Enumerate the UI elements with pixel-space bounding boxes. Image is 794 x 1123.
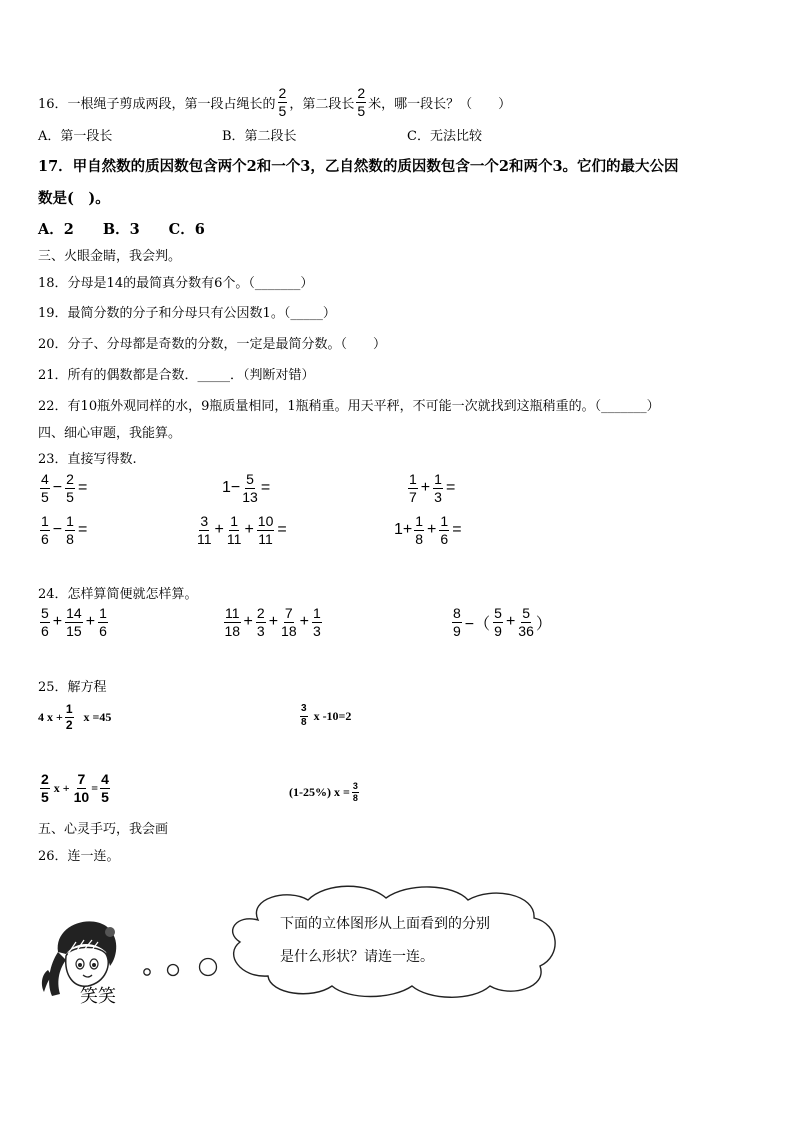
section-3-heading: 三、火眼金睛，我会判。 bbox=[38, 249, 182, 264]
q23-title: 23．直接写得数. bbox=[38, 452, 137, 467]
q16-fraction-2: $\frac{2}{5}$ bbox=[357, 85, 366, 119]
character-name-label: 笑笑 bbox=[80, 986, 116, 1007]
q23-expression-2: 1− $\frac{5}{13}$ = bbox=[222, 471, 271, 505]
thought-bubbles-icon bbox=[138, 955, 228, 985]
q23-expression-4: $\frac{1}{6}$ − $\frac{1}{8}$ = bbox=[41, 513, 88, 547]
section-5-heading: 五、心灵手巧，我会画 bbox=[38, 822, 169, 837]
question-16 bbox=[38, 86, 511, 118]
q24-expression-3: $\frac{8}{9}$ −（ $\frac{5}{9}$ + $\frac{5}{36}$ ） bbox=[453, 605, 552, 639]
q16-option-c: C．无法比较 bbox=[407, 129, 482, 144]
q24-expression-1: $\frac{5}{6}$ + $\frac{14}{15}$ + $\frac{1}{6}$ bbox=[41, 605, 107, 639]
q25-equation-4: (1-25%) x = $\frac{3}{8}$ bbox=[289, 781, 358, 804]
q17-options: A．2 B．3 C．6 bbox=[38, 221, 205, 238]
q23-expression-5: $\frac{3}{11}$ + $\frac{1}{11}$ + $\frac{10}{11}$ = bbox=[197, 513, 287, 547]
q17-line-1: 17．甲自然数的质因数包含两个2和一个3，乙自然数的质因数包含一个2和两个3。它们的最大公因 bbox=[38, 158, 679, 175]
q25-equation-3: $\frac{2}{5}$ x + $\frac{7}{10}$ = $\frac{4}{5}$ bbox=[41, 771, 109, 805]
q23-expression-6: 1+ $\frac{1}{8}$ + $\frac{1}{6}$ = bbox=[394, 513, 462, 547]
q24-title: 24．怎样算简便就怎样算。 bbox=[38, 587, 198, 602]
q16-text-b: ，第二段长 bbox=[289, 96, 355, 112]
cloud-text-line-2: 是什么形状？请连一连。 bbox=[280, 949, 434, 965]
q17-line-2: 数是( )。 bbox=[38, 190, 110, 207]
question-19: 19．最简分数的分子和分母只有公因数1。（_____） bbox=[38, 306, 336, 321]
q25-equation-1: 4 x + $\frac{1}{2}$ x =45 bbox=[38, 702, 112, 732]
question-21: 21．所有的偶数都是合数．_____．（判断对错） bbox=[38, 368, 315, 383]
q25-equation-2: $\frac{3}{8}$ x -10=2 bbox=[301, 703, 352, 728]
q16-text-c: 米，哪一段长？（ ） bbox=[368, 96, 512, 112]
q24-expression-2: $\frac{11}{18}$ + $\frac{2}{3}$ + $\frac{7}{18}$ + $\frac{1}{3}$ bbox=[224, 605, 321, 639]
q16-fraction-1: $\frac{2}{5}$ bbox=[278, 85, 287, 119]
q16-option-b: B．第二段长 bbox=[222, 129, 297, 144]
q23-expression-1: $\frac{4}{5}$ − $\frac{2}{5}$ = bbox=[41, 471, 88, 505]
cloud-text-line-1: 下面的立体图形从上面看到的分别 bbox=[280, 916, 490, 932]
q23-expression-3: $\frac{1}{7}$ + $\frac{1}{3}$ = bbox=[409, 471, 456, 505]
q16-text-a: 16．一根绳子剪成两段，第一段占绳长的 bbox=[38, 96, 276, 112]
question-20: 20．分子、分母都是奇数的分数，一定是最简分数。（ ） bbox=[38, 337, 387, 352]
q25-title: 25．解方程 bbox=[38, 680, 107, 695]
question-18: 18．分母是14的最简真分数有6个。（_______） bbox=[38, 276, 314, 291]
q16-option-a: A．第一段长 bbox=[38, 129, 113, 144]
question-22: 22．有10瓶外观同样的水，9瓶质量相同，1瓶稍重。用天平秤，不可能一次就找到这瓶稍重的。（_______） bbox=[38, 399, 660, 414]
section-4-heading: 四、细心审题，我能算。 bbox=[38, 426, 182, 441]
thought-cloud bbox=[218, 880, 578, 1002]
q26-title: 26．连一连。 bbox=[38, 849, 120, 864]
